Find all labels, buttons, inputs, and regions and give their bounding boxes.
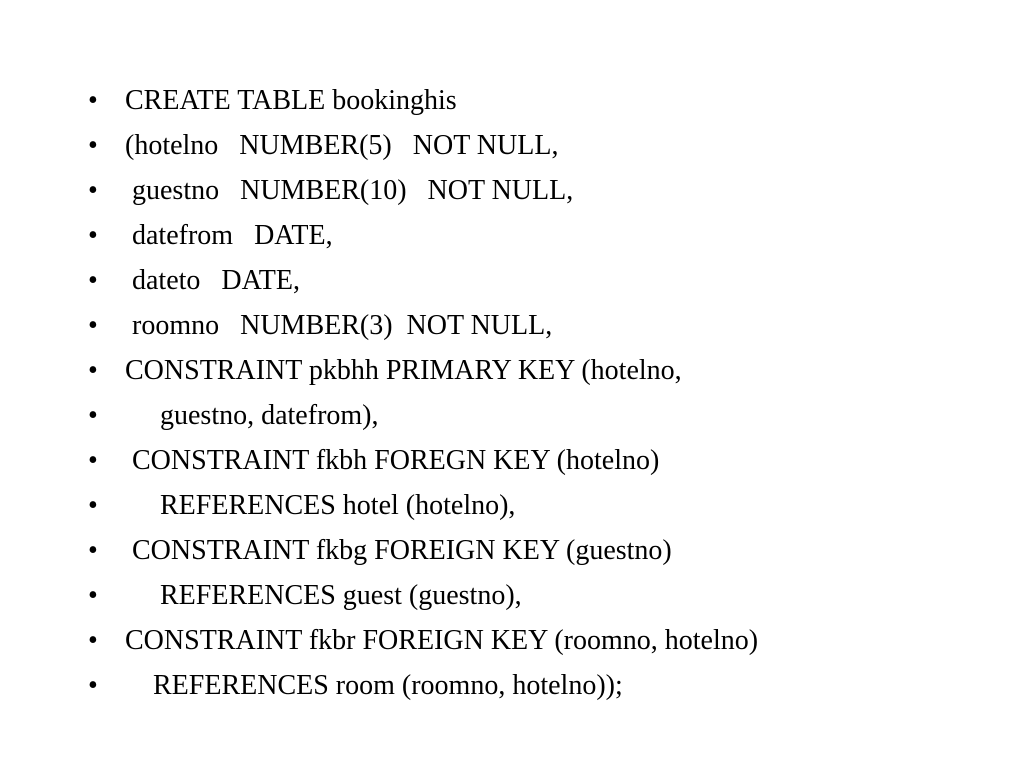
bullet-icon: • xyxy=(88,580,98,611)
list-item xyxy=(88,393,988,438)
code-line: guestno NUMBER(10) NOT NULL, xyxy=(125,175,574,206)
list-item xyxy=(88,528,988,573)
bullet-icon: • xyxy=(88,670,98,701)
code-line: CONSTRAINT fkbr FOREIGN KEY (roomno, hotelno) xyxy=(125,625,759,656)
bullet-icon: • xyxy=(88,490,98,521)
code-line: CONSTRAINT fkbh FOREGN KEY (hotelno) xyxy=(125,445,660,476)
code-line: REFERENCES room (roomno, hotelno)); xyxy=(125,670,623,701)
code-line: (hotelno NUMBER(5) NOT NULL, xyxy=(125,130,559,161)
bullet-icon: • xyxy=(88,310,98,341)
list-item xyxy=(88,618,988,663)
code-line: datefrom DATE, xyxy=(125,220,333,251)
code-line: CONSTRAINT pkbhh PRIMARY KEY (hotelno, xyxy=(125,355,682,386)
list-item xyxy=(88,348,988,393)
list-item xyxy=(88,573,988,618)
list-item xyxy=(88,123,988,168)
sql-bullet-list xyxy=(88,78,988,708)
code-line: CONSTRAINT fkbg FOREIGN KEY (guestno) xyxy=(125,535,672,566)
code-line: CREATE TABLE bookinghis xyxy=(125,85,457,116)
list-item xyxy=(88,168,988,213)
bullet-icon: • xyxy=(88,85,98,116)
code-line: REFERENCES guest (guestno), xyxy=(125,580,522,611)
bullet-icon: • xyxy=(88,445,98,476)
code-line: guestno, datefrom), xyxy=(125,400,379,431)
bullet-icon: • xyxy=(88,355,98,386)
code-line: roomno NUMBER(3) NOT NULL, xyxy=(125,310,553,341)
code-line: REFERENCES hotel (hotelno), xyxy=(125,490,516,521)
code-line: dateto DATE, xyxy=(125,265,300,296)
list-item xyxy=(88,663,988,708)
list-item xyxy=(88,438,988,483)
list-item xyxy=(88,78,988,123)
bullet-icon: • xyxy=(88,535,98,566)
bullet-icon: • xyxy=(88,265,98,296)
list-item xyxy=(88,213,988,258)
list-item xyxy=(88,303,988,348)
bullet-icon: • xyxy=(88,130,98,161)
list-item xyxy=(88,258,988,303)
list-item xyxy=(88,483,988,528)
bullet-icon: • xyxy=(88,400,98,431)
bullet-icon: • xyxy=(88,625,98,656)
bullet-icon: • xyxy=(88,175,98,206)
bullet-icon: • xyxy=(88,220,98,251)
